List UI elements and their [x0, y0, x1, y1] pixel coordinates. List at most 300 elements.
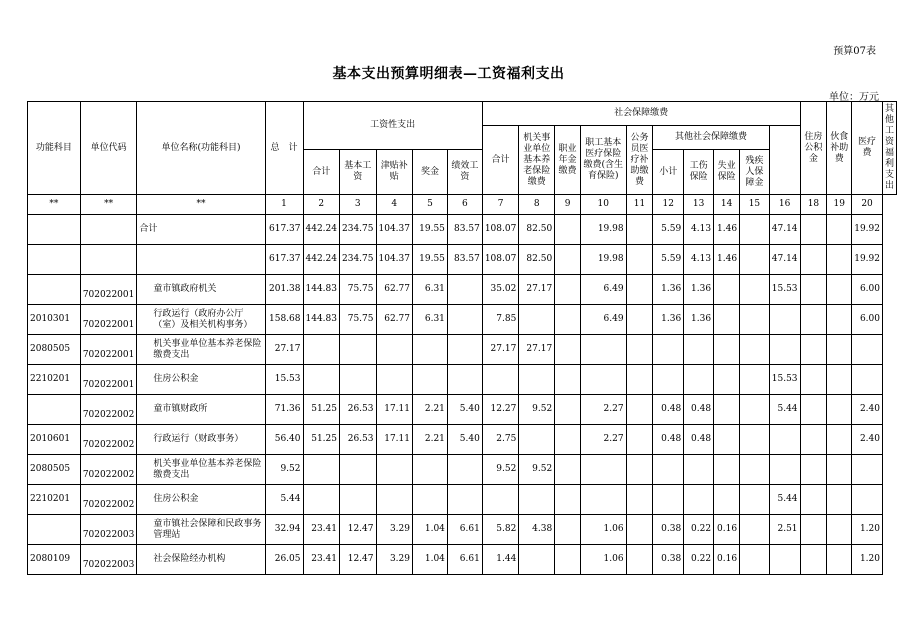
amount-cell: 23.41	[303, 515, 340, 545]
unit-code-cell: 702022001	[80, 365, 137, 395]
column-index-cell: 8	[519, 195, 555, 215]
amount-cell: 0.48	[684, 395, 714, 425]
table-row	[28, 275, 897, 305]
amount-cell: 26.53	[340, 425, 377, 455]
amount-cell: 5.59	[653, 215, 684, 245]
amount-cell: 6.49	[580, 275, 626, 305]
amount-cell	[482, 485, 519, 515]
amount-cell	[827, 335, 852, 365]
header-unit-name: 单位名称(功能科目)	[137, 102, 265, 195]
amount-cell	[447, 365, 482, 395]
table-row	[28, 545, 897, 575]
amount-cell: 27.17	[482, 335, 519, 365]
amount-cell	[555, 245, 581, 275]
amount-cell: 2.40	[852, 395, 883, 425]
amount-cell	[852, 455, 883, 485]
amount-cell	[519, 305, 555, 335]
unit-name-cell	[137, 335, 265, 365]
amount-cell: 17.11	[376, 425, 413, 455]
amount-cell: 6.31	[413, 305, 448, 335]
amount-cell	[714, 305, 740, 335]
amount-cell: 19.92	[852, 215, 883, 245]
amount-cell	[447, 455, 482, 485]
unit-name-text: 合计	[139, 224, 158, 234]
amount-cell: 19.98	[580, 245, 626, 275]
amount-cell	[740, 395, 770, 425]
amount-cell	[519, 485, 555, 515]
column-index-cell: 18	[800, 195, 827, 215]
amount-cell	[740, 515, 770, 545]
amount-cell	[413, 335, 448, 365]
header-pension: 机关事业单位基本养老保险缴费	[519, 126, 555, 195]
amount-cell	[800, 215, 827, 245]
amount-cell	[740, 365, 770, 395]
unit-name-text: 行政运行（政府办公厅（室）及相关机构事务）	[153, 308, 253, 330]
amount-cell	[714, 335, 740, 365]
amount-cell: 56.40	[265, 425, 303, 455]
header-medical: 职工基本医疗保险缴费(含生育保险)	[580, 126, 626, 195]
amount-cell: 1.36	[684, 275, 714, 305]
amount-cell	[482, 365, 519, 395]
header-annuity: 职业年金缴费	[555, 126, 581, 195]
amount-cell: 108.07	[482, 215, 519, 245]
amount-cell: 12.47	[340, 515, 377, 545]
amount-cell	[340, 365, 377, 395]
amount-cell	[852, 365, 883, 395]
amount-cell	[626, 305, 653, 335]
amount-cell	[800, 515, 827, 545]
unit-name-cell	[137, 275, 265, 305]
header-disabled: 残疾人保障金	[740, 150, 770, 195]
amount-cell: 104.37	[376, 215, 413, 245]
table-row	[28, 335, 897, 365]
header-unemploy: 失业保险	[714, 150, 740, 195]
amount-cell	[519, 365, 555, 395]
amount-cell	[626, 245, 653, 275]
amount-cell	[714, 455, 740, 485]
column-index-cell: 5	[413, 195, 448, 215]
unit-name-cell	[137, 215, 265, 245]
amount-cell	[714, 485, 740, 515]
amount-cell: 26.05	[265, 545, 303, 575]
amount-cell: 6.61	[447, 515, 482, 545]
amount-cell	[714, 275, 740, 305]
unit-code-cell: 702022001	[80, 335, 137, 365]
amount-cell: 1.46	[714, 215, 740, 245]
amount-cell: 0.16	[714, 545, 740, 575]
func-code-cell: 2080505	[28, 335, 81, 365]
amount-cell	[626, 215, 653, 245]
column-index-cell: 15	[740, 195, 770, 215]
column-index-cell: 12	[653, 195, 684, 215]
amount-cell	[626, 455, 653, 485]
unit-name-text: 机关事业单位基本养老保险缴费支出	[153, 458, 262, 480]
amount-cell	[626, 395, 653, 425]
amount-cell	[580, 455, 626, 485]
amount-cell	[447, 335, 482, 365]
unit-name-cell	[137, 245, 265, 275]
header-social-total: 合计	[482, 126, 519, 195]
column-index-cell: **	[80, 195, 137, 215]
amount-cell	[447, 485, 482, 515]
unit-name-cell	[137, 455, 265, 485]
amount-cell: 5.44	[265, 485, 303, 515]
header-civil-medical: 公务员医疗补助缴费	[626, 126, 653, 195]
amount-cell	[653, 365, 684, 395]
amount-cell: 27.17	[519, 335, 555, 365]
unit-code-cell: 702022001	[80, 275, 137, 305]
amount-cell: 1.06	[580, 545, 626, 575]
amount-cell	[626, 485, 653, 515]
unit-name-text: 童市镇社会保障和民政事务管理站	[153, 518, 262, 540]
header-perf-wage: 绩效工资	[447, 150, 482, 195]
amount-cell: 9.52	[519, 455, 555, 485]
amount-cell	[800, 455, 827, 485]
amount-cell: 144.83	[303, 275, 340, 305]
amount-cell: 26.53	[340, 395, 377, 425]
amount-cell: 1.46	[714, 245, 740, 275]
amount-cell: 2.27	[580, 425, 626, 455]
table-row	[28, 455, 897, 485]
column-index-cell: 9	[555, 195, 581, 215]
amount-cell: 0.38	[653, 515, 684, 545]
column-index-cell: 20	[852, 195, 883, 215]
amount-cell: 3.29	[376, 545, 413, 575]
amount-cell: 17.11	[376, 395, 413, 425]
header-basic-wage: 基本工资	[340, 150, 377, 195]
amount-cell	[800, 365, 827, 395]
header-meal: 伙食补助费	[827, 102, 852, 195]
amount-cell	[800, 335, 827, 365]
amount-cell	[684, 365, 714, 395]
amount-cell: 2.27	[580, 395, 626, 425]
amount-cell	[740, 215, 770, 245]
amount-cell	[684, 455, 714, 485]
amount-cell: 83.57	[447, 215, 482, 245]
amount-cell	[519, 425, 555, 455]
amount-cell	[555, 365, 581, 395]
amount-cell	[827, 515, 852, 545]
unit-code-cell	[80, 245, 137, 275]
amount-cell	[555, 215, 581, 245]
amount-cell: 19.92	[852, 245, 883, 275]
func-code-cell	[28, 245, 81, 275]
amount-cell	[555, 425, 581, 455]
amount-cell: 9.52	[519, 395, 555, 425]
amount-cell	[626, 365, 653, 395]
amount-cell	[684, 485, 714, 515]
amount-cell: 19.55	[413, 245, 448, 275]
unit-name-text: 社会保险经办机构	[153, 554, 226, 564]
amount-cell	[413, 455, 448, 485]
amount-cell: 35.02	[482, 275, 519, 305]
amount-cell	[800, 425, 827, 455]
header-unit-code: 单位代码	[80, 102, 137, 195]
amount-cell: 1.20	[852, 515, 883, 545]
header-bonus: 奖金	[413, 150, 448, 195]
amount-cell	[303, 335, 340, 365]
header-other-welfare: 其他工资福利支出	[882, 102, 896, 195]
amount-cell	[626, 425, 653, 455]
amount-cell: 51.25	[303, 425, 340, 455]
amount-cell	[769, 305, 800, 335]
unit-code-cell: 702022001	[80, 305, 137, 335]
amount-cell	[852, 335, 883, 365]
amount-cell	[740, 305, 770, 335]
amount-cell	[740, 425, 770, 455]
amount-cell	[555, 305, 581, 335]
column-index-cell: 6	[447, 195, 482, 215]
unit-name-cell	[137, 485, 265, 515]
amount-cell	[740, 245, 770, 275]
header-total: 总 计	[265, 102, 303, 195]
amount-cell: 12.47	[340, 545, 377, 575]
header-other-total: 小计	[653, 150, 684, 195]
amount-cell	[303, 485, 340, 515]
amount-cell: 27.17	[519, 275, 555, 305]
amount-cell	[376, 455, 413, 485]
func-code-cell: 2080505	[28, 455, 81, 485]
amount-cell	[340, 455, 377, 485]
amount-cell: 234.75	[340, 215, 377, 245]
amount-cell: 0.22	[684, 545, 714, 575]
amount-cell: 23.41	[303, 545, 340, 575]
amount-cell: 9.52	[265, 455, 303, 485]
amount-cell	[447, 305, 482, 335]
amount-cell	[555, 275, 581, 305]
amount-cell: 442.24	[303, 245, 340, 275]
amount-cell: 51.25	[303, 395, 340, 425]
amount-cell: 75.75	[340, 275, 377, 305]
amount-cell	[626, 275, 653, 305]
unit-code-cell: 702022002	[80, 425, 137, 455]
amount-cell	[827, 215, 852, 245]
amount-cell: 5.40	[447, 425, 482, 455]
amount-cell: 108.07	[482, 245, 519, 275]
amount-cell: 1.06	[580, 515, 626, 545]
amount-cell	[653, 455, 684, 485]
amount-cell: 1.20	[852, 545, 883, 575]
unit-code-cell: 702022003	[80, 515, 137, 545]
amount-cell: 0.22	[684, 515, 714, 545]
amount-cell: 442.24	[303, 215, 340, 245]
amount-cell: 4.13	[684, 245, 714, 275]
amount-cell	[740, 335, 770, 365]
amount-cell: 71.36	[265, 395, 303, 425]
amount-cell: 2.75	[482, 425, 519, 455]
column-index-cell: **	[137, 195, 265, 215]
amount-cell: 47.14	[769, 215, 800, 245]
amount-cell	[555, 485, 581, 515]
amount-cell	[827, 365, 852, 395]
unit-name-text: 机关事业单位基本养老保险缴费支出	[153, 338, 262, 360]
amount-cell	[827, 275, 852, 305]
amount-cell	[376, 485, 413, 515]
amount-cell	[827, 485, 852, 515]
column-index-row	[28, 195, 897, 215]
amount-cell	[769, 425, 800, 455]
amount-cell	[684, 335, 714, 365]
amount-cell: 1.44	[482, 545, 519, 575]
amount-cell: 4.13	[684, 215, 714, 245]
amount-cell: 1.36	[684, 305, 714, 335]
amount-cell	[740, 485, 770, 515]
amount-cell: 1.04	[413, 545, 448, 575]
amount-cell	[555, 335, 581, 365]
amount-cell	[827, 545, 852, 575]
table-row	[28, 245, 897, 275]
amount-cell	[340, 485, 377, 515]
amount-cell: 0.48	[653, 395, 684, 425]
amount-cell	[714, 425, 740, 455]
amount-cell: 104.37	[376, 245, 413, 275]
amount-cell	[376, 365, 413, 395]
amount-cell: 2.40	[852, 425, 883, 455]
amount-cell	[626, 515, 653, 545]
amount-cell	[653, 485, 684, 515]
amount-cell: 158.68	[265, 305, 303, 335]
unit-code-cell: 702022002	[80, 485, 137, 515]
amount-cell: 2.51	[769, 515, 800, 545]
amount-cell: 75.75	[340, 305, 377, 335]
page-title: 基本支出预算明细表—工资福利支出	[332, 66, 565, 82]
amount-cell	[740, 455, 770, 485]
amount-cell: 6.31	[413, 275, 448, 305]
column-index-cell: 14	[714, 195, 740, 215]
amount-cell	[800, 545, 827, 575]
unit-name-text: 童市镇政府机关	[153, 284, 217, 294]
column-index-cell: 11	[626, 195, 653, 215]
column-index-cell: 3	[340, 195, 377, 215]
amount-cell	[626, 545, 653, 575]
column-index-cell: 19	[827, 195, 852, 215]
header-allowance: 津贴补贴	[376, 150, 413, 195]
header-func-code: 功能科目	[28, 102, 81, 195]
amount-cell: 6.49	[580, 305, 626, 335]
amount-cell: 1.04	[413, 515, 448, 545]
amount-cell	[580, 365, 626, 395]
unit-name-cell	[137, 545, 265, 575]
unit-name-cell	[137, 365, 265, 395]
amount-cell: 83.57	[447, 245, 482, 275]
amount-cell: 0.48	[653, 425, 684, 455]
func-code-cell	[28, 275, 81, 305]
column-index-cell: 7	[482, 195, 519, 215]
amount-cell	[340, 335, 377, 365]
amount-cell	[740, 545, 770, 575]
amount-cell: 15.53	[769, 365, 800, 395]
unit-label: 单位：万元	[829, 92, 879, 103]
amount-cell: 32.94	[265, 515, 303, 545]
func-code-cell: 2010301	[28, 305, 81, 335]
amount-cell	[827, 395, 852, 425]
amount-cell	[413, 365, 448, 395]
unit-code-cell: 702022002	[80, 455, 137, 485]
amount-cell	[740, 275, 770, 305]
amount-cell	[800, 395, 827, 425]
header-wage-total: 合计	[303, 150, 340, 195]
amount-cell	[714, 395, 740, 425]
amount-cell	[303, 365, 340, 395]
amount-cell: 19.55	[413, 215, 448, 245]
amount-cell: 12.27	[482, 395, 519, 425]
table-row	[28, 515, 897, 545]
column-index-cell: 4	[376, 195, 413, 215]
table-row	[28, 365, 897, 395]
func-code-cell	[28, 515, 81, 545]
amount-cell: 5.44	[769, 485, 800, 515]
unit-code-cell: 702022003	[80, 545, 137, 575]
column-index-cell: 10	[580, 195, 626, 215]
amount-cell: 15.53	[769, 275, 800, 305]
func-code-cell: 2210201	[28, 365, 81, 395]
unit-name-text: 行政运行（财政事务）	[153, 434, 244, 444]
amount-cell: 62.77	[376, 275, 413, 305]
amount-cell: 3.29	[376, 515, 413, 545]
column-index-cell: 13	[684, 195, 714, 215]
amount-cell	[653, 335, 684, 365]
amount-cell: 15.53	[265, 365, 303, 395]
amount-cell: 6.00	[852, 275, 883, 305]
amount-cell: 5.59	[653, 245, 684, 275]
amount-cell: 5.44	[769, 395, 800, 425]
func-code-cell	[28, 215, 81, 245]
amount-cell	[555, 545, 581, 575]
column-index-cell: 2	[303, 195, 340, 215]
column-index-cell: 1	[265, 195, 303, 215]
amount-cell: 82.50	[519, 245, 555, 275]
func-code-cell: 2080109	[28, 545, 81, 575]
amount-cell: 144.83	[303, 305, 340, 335]
amount-cell: 1.36	[653, 305, 684, 335]
func-code-cell: 2210201	[28, 485, 81, 515]
unit-name-cell	[137, 425, 265, 455]
table-row	[28, 215, 897, 245]
amount-cell: 5.82	[482, 515, 519, 545]
unit-code-cell	[80, 215, 137, 245]
amount-cell: 5.40	[447, 395, 482, 425]
header-medical-fee: 医疗费	[852, 102, 883, 195]
amount-cell: 234.75	[340, 245, 377, 275]
amount-cell: 19.98	[580, 215, 626, 245]
amount-cell	[800, 275, 827, 305]
header-wage-group: 工资性支出	[303, 102, 482, 150]
amount-cell	[827, 455, 852, 485]
amount-cell: 82.50	[519, 215, 555, 245]
func-code-cell: 2010601	[28, 425, 81, 455]
column-index-cell: **	[28, 195, 81, 215]
header-housing: 住房公积金	[800, 102, 827, 195]
form-number: 预算07表	[833, 46, 876, 57]
amount-cell: 0.16	[714, 515, 740, 545]
amount-cell	[852, 485, 883, 515]
amount-cell	[555, 455, 581, 485]
amount-cell	[769, 545, 800, 575]
amount-cell	[580, 335, 626, 365]
budget-table	[27, 101, 897, 575]
table-row	[28, 305, 897, 335]
amount-cell: 2.21	[413, 425, 448, 455]
amount-cell	[447, 275, 482, 305]
amount-cell	[580, 485, 626, 515]
amount-cell: 47.14	[769, 245, 800, 275]
amount-cell: 27.17	[265, 335, 303, 365]
amount-cell: 2.21	[413, 395, 448, 425]
amount-cell	[714, 365, 740, 395]
unit-name-text: 童市镇财政所	[153, 404, 208, 414]
amount-cell	[800, 485, 827, 515]
column-index-cell: 16	[769, 195, 800, 215]
